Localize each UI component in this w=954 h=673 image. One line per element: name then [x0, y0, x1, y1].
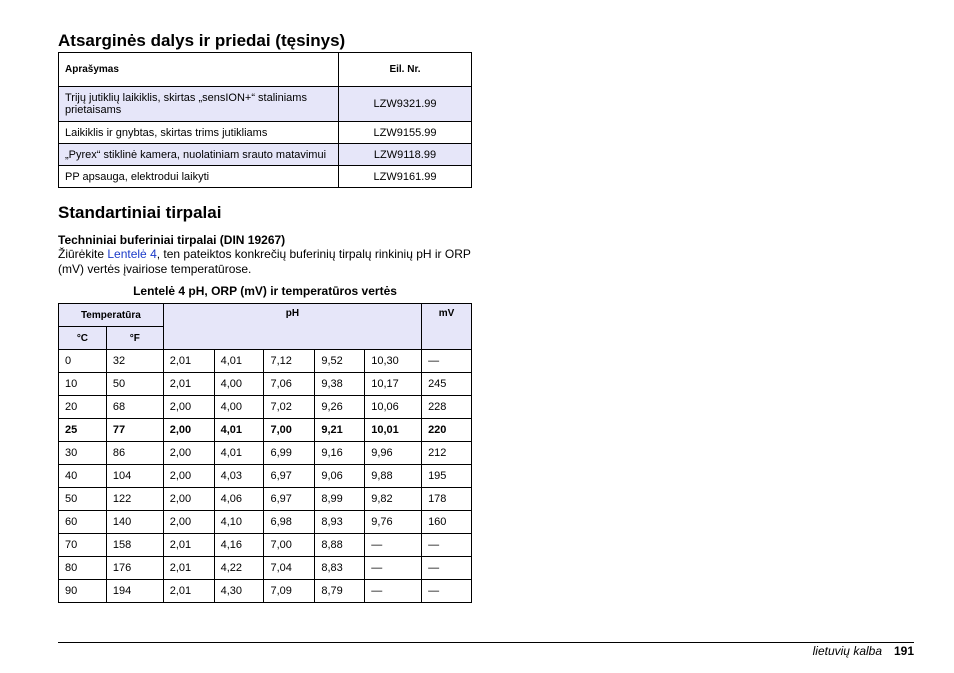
- table-row: [59, 557, 472, 580]
- table-cell: 160: [422, 511, 472, 534]
- intro-paragraph: [58, 247, 478, 276]
- intro-text-after: , ten pateiktos konkrečių buferinių tirpalų rinkinių pH ir ORP (mV) vertės įvairiose temperatūrose.: [58, 247, 471, 276]
- table-cell: 7,02: [264, 396, 315, 419]
- table-cell: 7,06: [264, 373, 315, 396]
- table-cell: 245: [422, 373, 472, 396]
- parts-table: [58, 52, 472, 188]
- table-row: [59, 87, 472, 122]
- table-row: [59, 122, 472, 144]
- table-row: [59, 166, 472, 188]
- table-cell: 10,01: [365, 419, 422, 442]
- footer-language: lietuvių kalba: [812, 644, 882, 658]
- table-cell: 2,00: [163, 488, 214, 511]
- table-cell: 20: [59, 396, 107, 419]
- table-cell: 8,79: [315, 580, 365, 603]
- table-cell: 140: [106, 511, 163, 534]
- table-cell: 2,00: [163, 442, 214, 465]
- table-cell: 4,16: [214, 534, 264, 557]
- page-number: 191: [893, 644, 914, 658]
- table-cell: 8,88: [315, 534, 365, 557]
- table-cell: 25: [59, 419, 107, 442]
- table-cell: 50: [59, 488, 107, 511]
- table-cell: 10: [59, 373, 107, 396]
- table-cell: 194: [106, 580, 163, 603]
- table-cell: 4,06: [214, 488, 264, 511]
- table-row: [59, 465, 472, 488]
- part-description: „Pyrex“ stiklinė kamera, nuolatiniam srauto matavimui: [59, 144, 339, 166]
- parts-table-header: [59, 53, 472, 87]
- table-cell: 9,21: [315, 419, 365, 442]
- table-row: [59, 350, 472, 373]
- part-number: LZW9155.99: [339, 122, 472, 144]
- table-cell: —: [422, 534, 472, 557]
- table-cell: 8,93: [315, 511, 365, 534]
- table-cell: 2,01: [163, 373, 214, 396]
- footer-divider: [58, 642, 914, 643]
- table-cell: 9,76: [365, 511, 422, 534]
- standards-section-title: Standartiniai tirpalai: [58, 203, 222, 222]
- table-cell: 32: [106, 350, 163, 373]
- table-cell: 9,38: [315, 373, 365, 396]
- table-cell: 40: [59, 465, 107, 488]
- table-cell: 4,10: [214, 511, 264, 534]
- table-cell: 158: [106, 534, 163, 557]
- part-description: Trijų jutiklių laikiklis, skirtas „sensION+“ staliniams prietaisams: [59, 87, 339, 122]
- table-cell: 60: [59, 511, 107, 534]
- part-description: PP apsauga, elektrodui laikyti: [59, 166, 339, 188]
- buffer-table-body: [59, 350, 472, 603]
- table-cell: 8,99: [315, 488, 365, 511]
- table-cell: —: [422, 557, 472, 580]
- table-cell: —: [365, 534, 422, 557]
- table-cell: 50: [106, 373, 163, 396]
- table-cell: 4,00: [214, 373, 264, 396]
- header-fahrenheit: °F: [106, 327, 163, 350]
- table-cell: 86: [106, 442, 163, 465]
- header-description: Aprašymas: [59, 53, 339, 87]
- part-number: LZW9161.99: [339, 166, 472, 188]
- table-cell: 7,00: [264, 419, 315, 442]
- table-cell: 2,01: [163, 557, 214, 580]
- part-number: LZW9118.99: [339, 144, 472, 166]
- table-row: [59, 580, 472, 603]
- table-cell: 10,30: [365, 350, 422, 373]
- table-row: [59, 534, 472, 557]
- parts-section-title: Atsarginės dalys ir priedai (tęsinys): [58, 31, 346, 50]
- buffer-table: [58, 303, 472, 603]
- table-cell: 4,01: [214, 419, 264, 442]
- buffer-table-header: [59, 304, 472, 327]
- table-cell: 2,01: [163, 350, 214, 373]
- table-cell: 220: [422, 419, 472, 442]
- table-cell: 7,09: [264, 580, 315, 603]
- table-cell: 4,03: [214, 465, 264, 488]
- table-cell: 4,30: [214, 580, 264, 603]
- table-row: [59, 442, 472, 465]
- table-row: [59, 144, 472, 166]
- table-cell: 77: [106, 419, 163, 442]
- table-cell: 2,01: [163, 580, 214, 603]
- table-cell: 2,00: [163, 465, 214, 488]
- table-cell: 7,12: [264, 350, 315, 373]
- table-cell: 7,00: [264, 534, 315, 557]
- table-cell: 6,98: [264, 511, 315, 534]
- intro-text-before: Žiūrėkite: [58, 247, 108, 261]
- table-cell: 9,16: [315, 442, 365, 465]
- table-cell: 9,06: [315, 465, 365, 488]
- table-cell: 10,06: [365, 396, 422, 419]
- table-cell: 68: [106, 396, 163, 419]
- table-row: [59, 511, 472, 534]
- table-cell: —: [365, 557, 422, 580]
- table-cell: 2,00: [163, 419, 214, 442]
- table-cell: 122: [106, 488, 163, 511]
- table-cell: 30: [59, 442, 107, 465]
- table-cell: 9,26: [315, 396, 365, 419]
- table-cell: 9,52: [315, 350, 365, 373]
- header-ph: pH: [163, 304, 421, 350]
- header-celsius: °C: [59, 327, 107, 350]
- table-row: [59, 396, 472, 419]
- table-cell: 4,01: [214, 442, 264, 465]
- table-cell: 212: [422, 442, 472, 465]
- table-cell: 2,00: [163, 396, 214, 419]
- table-reference-link[interactable]: Lentelė 4: [107, 247, 157, 261]
- table-row: [59, 419, 472, 442]
- header-catalog-number: Eil. Nr.: [339, 53, 472, 87]
- table-cell: 10,17: [365, 373, 422, 396]
- table-cell: 104: [106, 465, 163, 488]
- table-cell: 4,00: [214, 396, 264, 419]
- table-cell: 8,83: [315, 557, 365, 580]
- table-cell: 4,01: [214, 350, 264, 373]
- table-cell: 0: [59, 350, 107, 373]
- table-cell: 6,99: [264, 442, 315, 465]
- table-cell: 9,88: [365, 465, 422, 488]
- table-cell: 70: [59, 534, 107, 557]
- table-cell: 2,00: [163, 511, 214, 534]
- table-caption: Lentelė 4 pH, ORP (mV) ir temperatūros vertės: [133, 284, 397, 298]
- table-cell: —: [422, 580, 472, 603]
- table-cell: 9,82: [365, 488, 422, 511]
- table-cell: 80: [59, 557, 107, 580]
- table-cell: 6,97: [264, 488, 315, 511]
- header-mv: mV: [422, 304, 472, 350]
- table-cell: 176: [106, 557, 163, 580]
- part-number: LZW9321.99: [339, 87, 472, 122]
- table-cell: 2,01: [163, 534, 214, 557]
- table-cell: 4,22: [214, 557, 264, 580]
- table-cell: —: [365, 580, 422, 603]
- table-cell: 9,96: [365, 442, 422, 465]
- table-cell: 178: [422, 488, 472, 511]
- table-row: [59, 373, 472, 396]
- part-description: Laikiklis ir gnybtas, skirtas trims jutikliams: [59, 122, 339, 144]
- table-cell: 228: [422, 396, 472, 419]
- table-cell: —: [422, 350, 472, 373]
- table-cell: 7,04: [264, 557, 315, 580]
- table-cell: 90: [59, 580, 107, 603]
- buffer-subheading: Techniniai buferiniai tirpalai (DIN 19267): [58, 233, 286, 247]
- table-cell: 6,97: [264, 465, 315, 488]
- table-row: [59, 488, 472, 511]
- header-temperature: Temperatūra: [59, 304, 164, 327]
- table-cell: 195: [422, 465, 472, 488]
